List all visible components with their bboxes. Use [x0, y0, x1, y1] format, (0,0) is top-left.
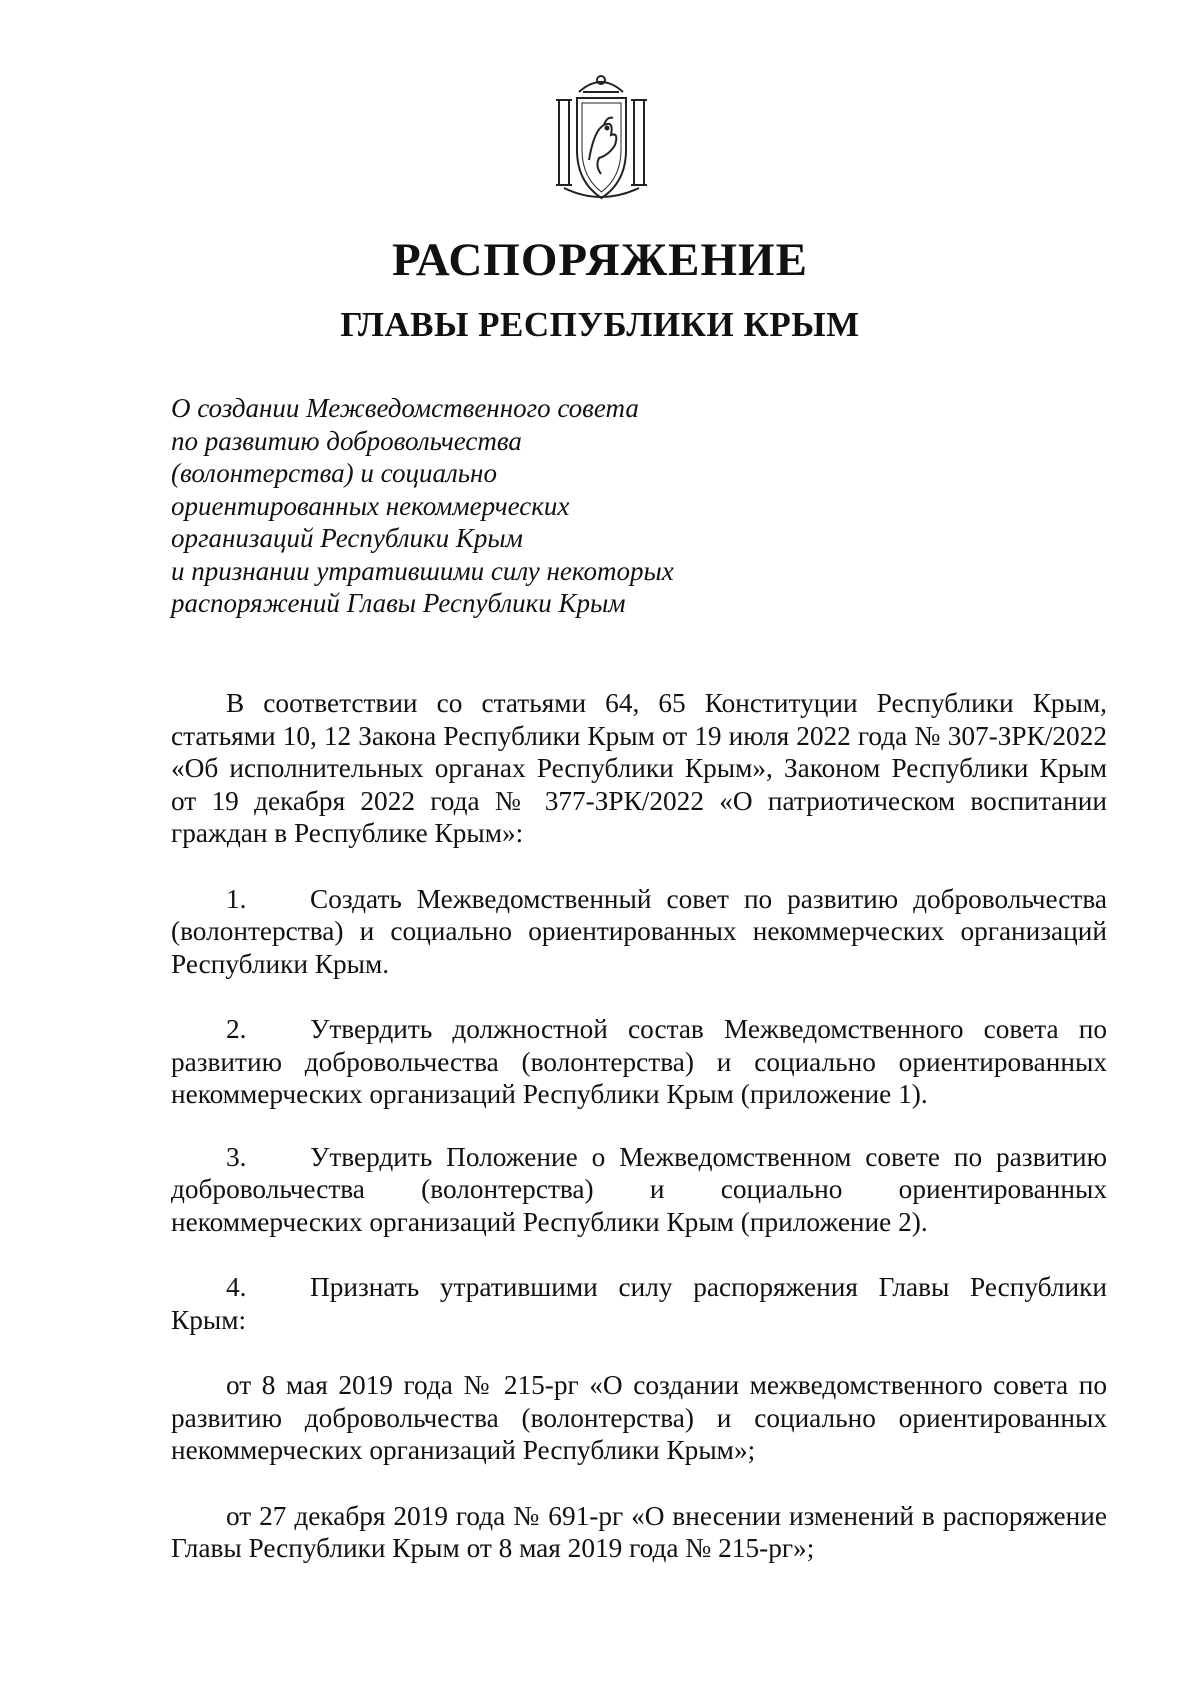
repealed-item: от 8 мая 2019 года № 215-рг «О создании межведомственного совета по развитию добровольчества (волонтерства) и социально ориентированных некоммерческих организаций Республики Крым»; [171, 1370, 1107, 1465]
heading-line: и признании утратившими силу некоторых [171, 555, 674, 586]
repealed-item: от 27 декабря 2019 года № 691-рг «О внесении изменений в распоряжение Главы Республики Крым от 8 мая 2019 года № 215-рг»; [171, 1500, 1107, 1563]
item-number: 1. [226, 883, 247, 914]
heading-line: О создании Межведомственного совета [171, 393, 639, 423]
list-item [171, 1013, 1107, 1111]
item-number: 4. [226, 1272, 247, 1302]
crimea-coat-of-arms-icon [549, 70, 654, 205]
heading-line: ориентированных некоммерческих [171, 490, 570, 521]
item-number: 2. [226, 1014, 247, 1044]
list-item [171, 1271, 1107, 1336]
document-heading [171, 392, 771, 620]
heading-line: распоряжений Главы Республики Крым [171, 588, 626, 618]
heading-line: организаций Республики Крым [171, 523, 523, 553]
item-text: Признать утратившими силу распоряжения Главы Республики Крым: [171, 1272, 1107, 1335]
item-text: Создать Межведомственный совет по развитию добровольчества (волонтерства) и социально ориентированных некоммерческих организаций Республики Крым. [171, 883, 1107, 979]
item-text: Утвердить Положение о Межведомственном совете по развитию добровольчества (волонтерства) и социально ориентированных некоммерческих организаций Республики Крым (приложение 2). [171, 1141, 1107, 1237]
preamble-paragraph: В соответствии со статьями 64, 65 Конституции Республики Крым, статьями 10, 12 Закона Республики Крым от 19 июля 2022 года № 307-ЗРК/2022 «Об исполнительных органах Республики Крым», Законом Республики Крым от 19 декабря 2022 года № 377-ЗРК/2022 «О патриотическом воспитании граждан в Республике Крым»: [171, 688, 1107, 848]
list-item [171, 883, 1107, 981]
item-text: Утвердить должностной состав Межведомственного совета по развитию добровольчества (волонтерства) и социально ориентированных некоммерческих организаций Республики Крым (приложение 1). [171, 1014, 1107, 1109]
document-title: РАСПОРЯЖЕНИЕ [392, 234, 808, 286]
heading-line: по развитию добровольчества [171, 425, 522, 456]
heading-line: (волонтерства) и социально [171, 458, 497, 488]
item-number: 3. [226, 1141, 247, 1172]
document-body [171, 687, 1107, 1565]
document-subtitle: ГЛАВЫ РЕСПУБЛИКИ КРЫМ [340, 305, 860, 344]
list-item [171, 1141, 1107, 1239]
